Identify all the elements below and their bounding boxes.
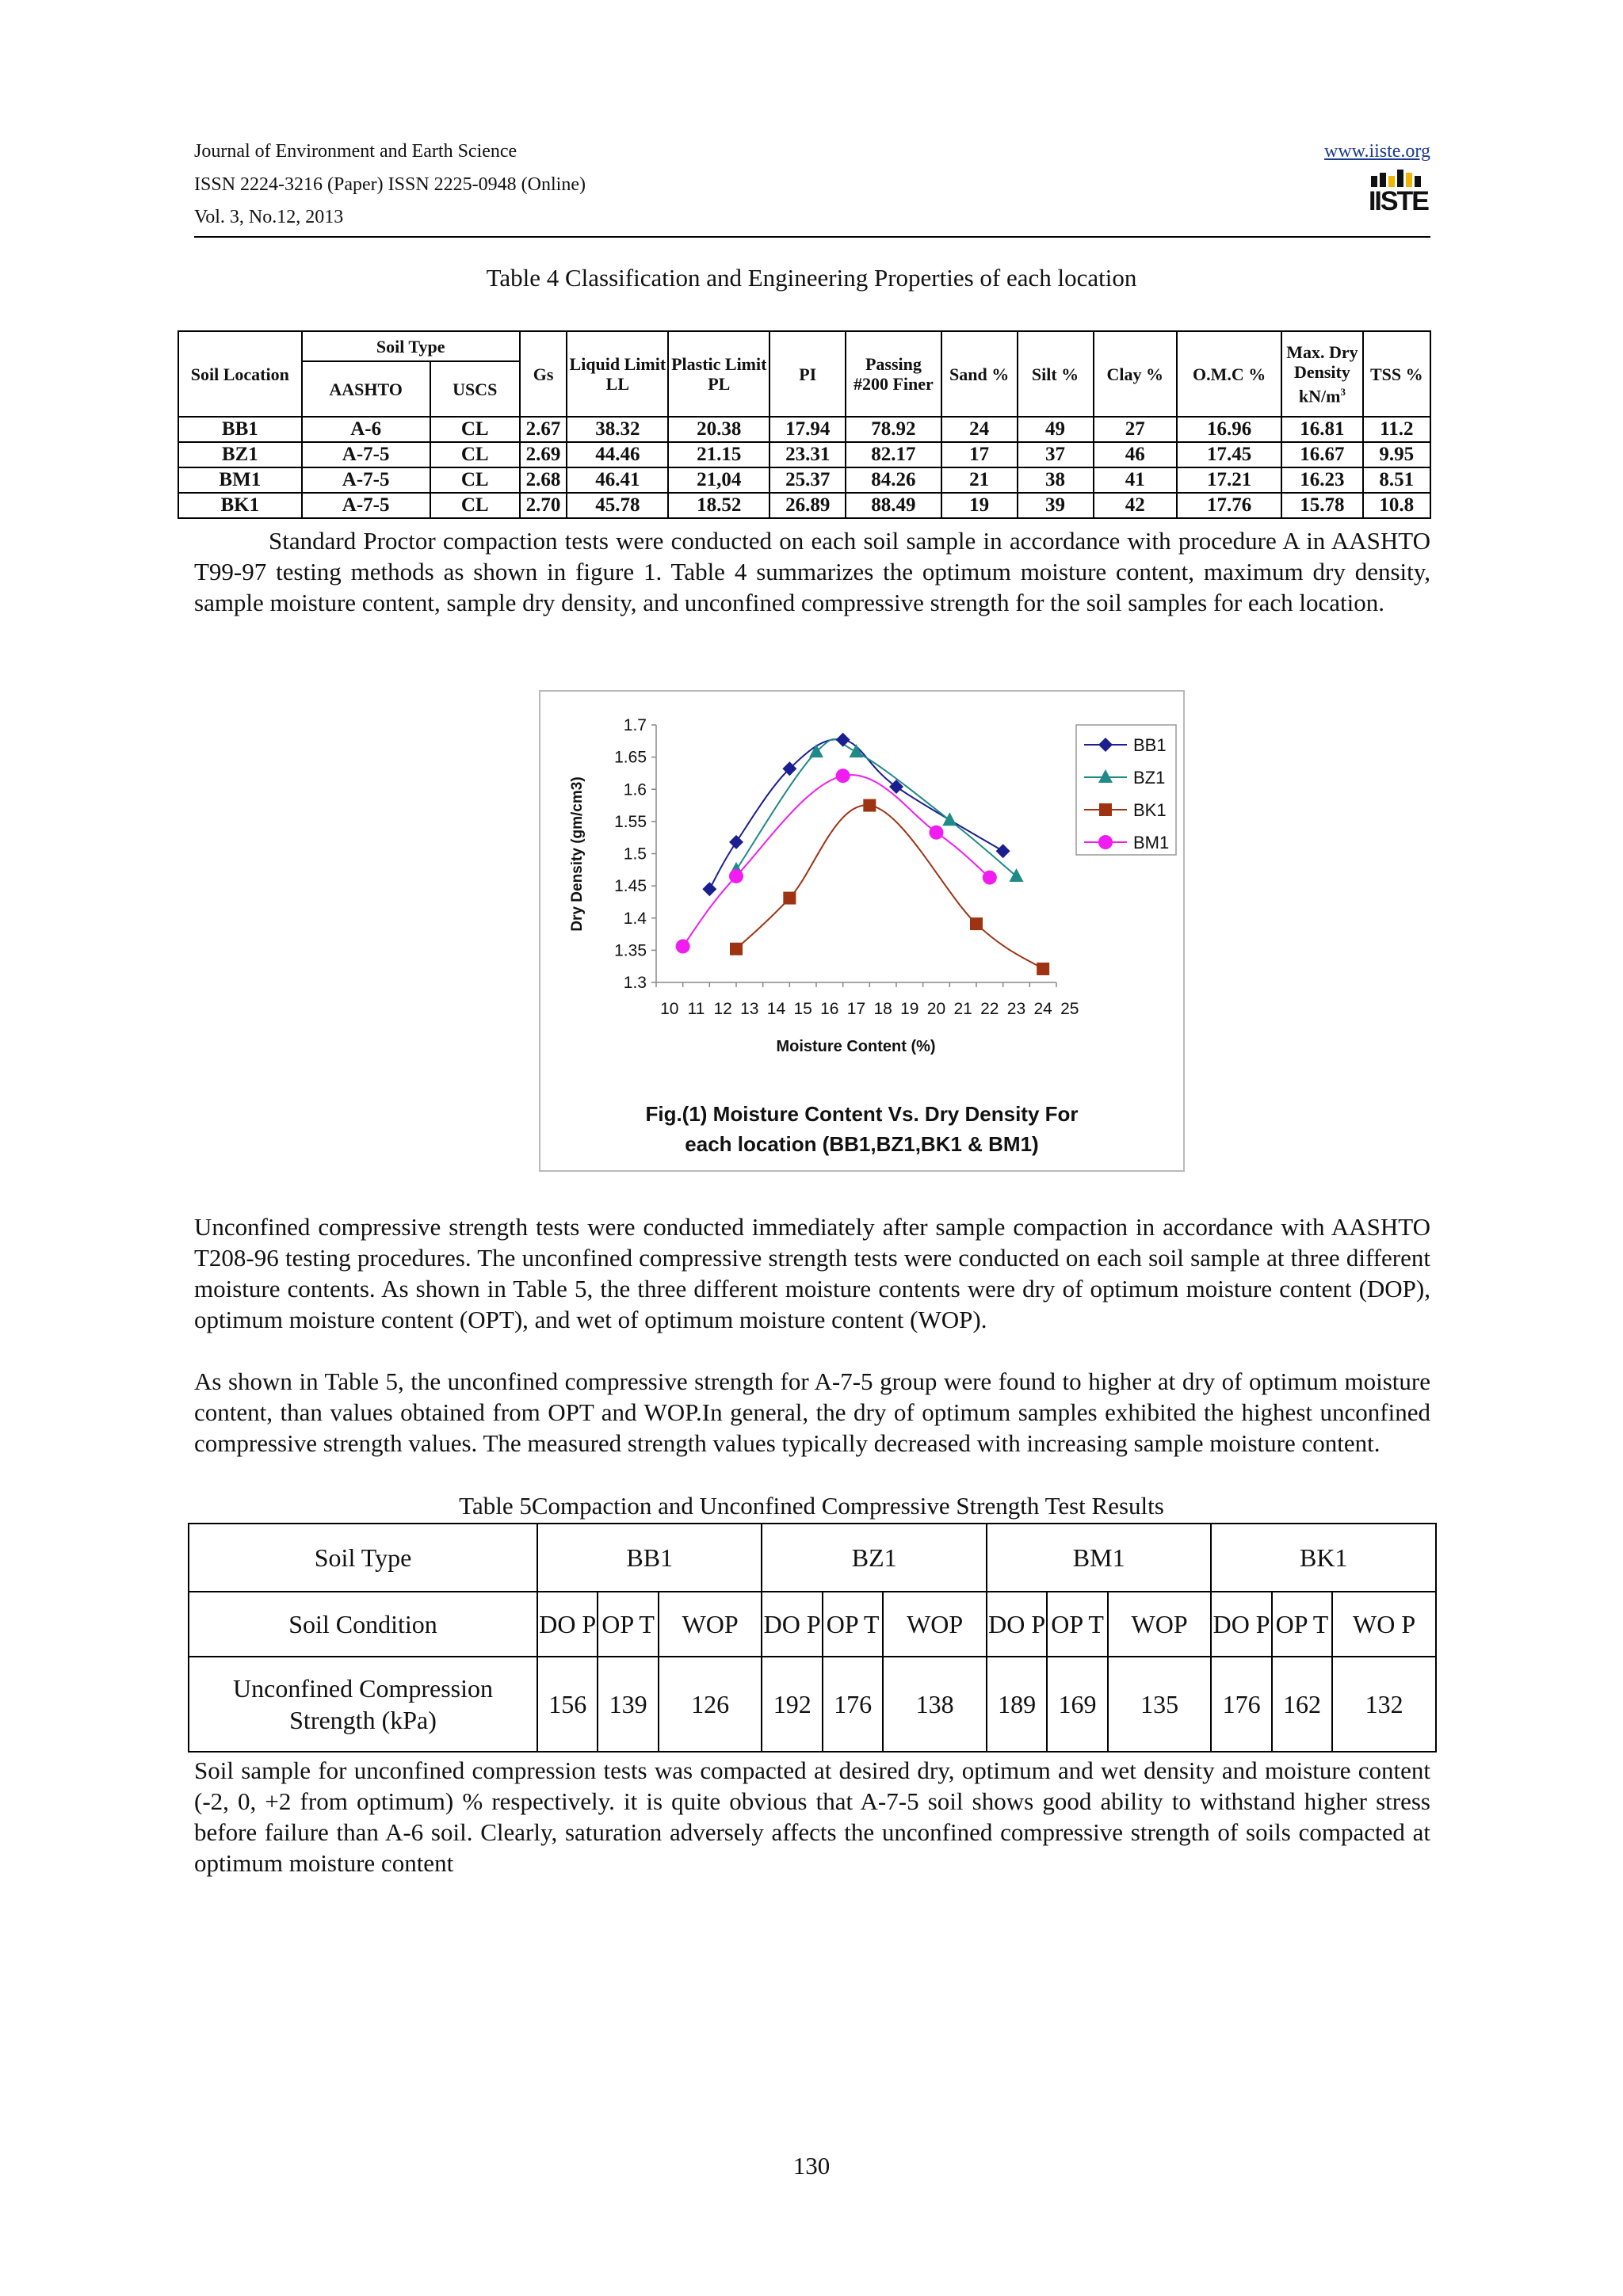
- table5-soil-type-row: [189, 1524, 1436, 1592]
- th-aashto: AASHTO: [302, 361, 430, 417]
- table-cell: 44.46: [567, 442, 668, 467]
- series-line-bb1: [709, 739, 1002, 889]
- chart-legend: [1076, 725, 1176, 855]
- table-cell: 19: [941, 493, 1018, 518]
- table-cell: 38: [1018, 467, 1094, 493]
- y-tick-label: 1.45: [614, 877, 647, 896]
- table-cell: 17.45: [1177, 442, 1281, 467]
- data-point-bz1: [809, 744, 823, 757]
- table-cell: 45.78: [567, 493, 668, 518]
- x-tick-label: 12: [713, 1000, 732, 1018]
- table-cell: 82.17: [846, 442, 941, 467]
- y-tick-label: 1.35: [614, 941, 647, 960]
- table-cell: BB1: [178, 417, 302, 442]
- table-cell: BZ1: [178, 442, 302, 467]
- th-passing: Passing #200 Finer: [846, 331, 941, 417]
- x-tick-label: 16: [820, 1000, 839, 1018]
- table5-caption: Table 5Compaction and Unconfined Compressive Strength Test Results: [459, 1492, 1164, 1520]
- table-row: [178, 442, 1430, 467]
- th-mdd-label: Max. Dry Density: [1286, 341, 1358, 382]
- header-rule: [194, 236, 1430, 238]
- table-cell: CL: [430, 493, 520, 518]
- strength-cell: 132: [1332, 1657, 1436, 1752]
- table-cell: 2.69: [520, 442, 567, 467]
- data-point-bz1: [942, 812, 957, 826]
- series-line-bk1: [736, 805, 1043, 969]
- x-tick-label: 17: [846, 1000, 866, 1018]
- y-axis-label: Dry Density (gm/cm3): [569, 776, 586, 932]
- strength-cell: 139: [598, 1657, 658, 1752]
- table-cell: 11.2: [1363, 417, 1430, 442]
- table-cell: 49: [1018, 417, 1094, 442]
- x-tick-label: 23: [1006, 1000, 1026, 1018]
- page-number: 130: [792, 2152, 831, 2180]
- condition-cell: WOP: [883, 1592, 987, 1657]
- x-tick-label: 14: [766, 1000, 786, 1018]
- th-sand: Sand %: [941, 331, 1018, 417]
- table-cell: 46: [1094, 442, 1178, 467]
- table-cell: 26.89: [769, 493, 846, 518]
- y-ticks: [614, 716, 656, 992]
- data-point-bm1: [729, 869, 743, 883]
- table-cell: A-7-5: [302, 442, 430, 467]
- soil-header-bb1: BB1: [537, 1524, 762, 1592]
- y-tick-label: 1.3: [623, 974, 647, 992]
- table-cell: 16.81: [1281, 417, 1362, 442]
- data-point-bk1: [863, 799, 876, 812]
- table-cell: A-6: [302, 417, 430, 442]
- journal-url-link[interactable]: www.iiste.org: [1324, 141, 1430, 162]
- paragraph-ucs-results: As shown in Table 5, the unconfined compressive strength for A-7-5 group were found to higher at dry of optimum moisture content, than values obtained from OPT and WOP.In general, the dry of optimum samples exhibited the highest unconfined compressive strength values. The measured strength values typically decreased with increasing sample moisture content.: [194, 1367, 1430, 1457]
- th-tss: TSS %: [1363, 331, 1430, 417]
- y-tick-label: 1.4: [623, 909, 647, 928]
- data-point-bb1: [836, 733, 850, 747]
- table-cell: 2.70: [520, 493, 567, 518]
- strength-cell: 176: [1211, 1657, 1271, 1752]
- logo-text: IISTE: [1368, 186, 1428, 216]
- figure1-caption-line2: each location (BB1,BZ1,BK1 & BM1): [685, 1132, 1039, 1156]
- table-cell: BK1: [178, 493, 302, 518]
- table-cell: 18.52: [668, 493, 769, 518]
- table-cell: 78.92: [846, 417, 941, 442]
- table5-condition-row: [189, 1592, 1436, 1657]
- figure1-caption: [540, 1099, 1183, 1159]
- table-row: [178, 493, 1430, 518]
- table-cell: 88.49: [846, 493, 941, 518]
- condition-cell: DO P: [1211, 1592, 1271, 1657]
- th-soil-type: Soil Type: [302, 331, 520, 361]
- volume-line: Vol. 3, No.12, 2013: [194, 207, 344, 227]
- condition-cell: WOP: [1108, 1592, 1212, 1657]
- condition-cell: WO P: [1332, 1592, 1436, 1657]
- x-tick-label: 25: [1060, 1000, 1079, 1018]
- th-pi: PI: [769, 331, 846, 417]
- issn-line: ISSN 2224-3216 (Paper) ISSN 2225-0948 (Online): [194, 174, 586, 195]
- series-line-bm1: [683, 775, 990, 946]
- x-tick-label: 22: [980, 1000, 999, 1018]
- table-cell: 10.8: [1363, 493, 1430, 518]
- data-point-bm1: [983, 871, 997, 885]
- data-point-bk1: [1037, 963, 1049, 975]
- data-point-bz1: [1010, 868, 1024, 882]
- paragraph-proctor: Standard Proctor compaction tests were conducted on each soil sample in accordance with procedure A in AASHTO T99-97 testing methods as shown in figure 1. Table 4 summarizes the optimum moisture content, maximum dry density, sample moisture content, sample dry density, and unconfined compressive strength for the soil samples for each location.: [194, 527, 1430, 616]
- table4-caption: Table 4 Classification and Engineering Properties of each location: [486, 264, 1137, 292]
- table-cell: 15.78: [1281, 493, 1362, 518]
- data-point-bk1: [730, 943, 743, 955]
- table-cell: 9.95: [1363, 442, 1430, 467]
- x-tick-label: 11: [687, 1000, 705, 1018]
- strength-cell: 176: [823, 1657, 883, 1752]
- table-cell: 42: [1094, 493, 1178, 518]
- table-cell: 17.21: [1177, 467, 1281, 493]
- table-cell: 27: [1094, 417, 1178, 442]
- data-point-bb1: [702, 882, 716, 896]
- figure1-caption-line1: Fig.(1) Moisture Content Vs. Dry Density For: [645, 1102, 1079, 1126]
- th-liquid-limit: Liquid Limit LL: [567, 331, 668, 417]
- x-tick-label: 24: [1033, 1000, 1052, 1018]
- x-ticks: [656, 982, 1079, 1018]
- x-tick-label: 20: [926, 1000, 946, 1018]
- table4: [178, 330, 1431, 519]
- chart-axes: [656, 725, 1056, 982]
- data-point-bb1: [729, 835, 743, 849]
- table-cell: 16.23: [1281, 467, 1362, 493]
- table-cell: 84.26: [846, 467, 941, 493]
- paragraph-conclusion: Soil sample for unconfined compression tests was compacted at desired dry, optimum and wet density and moisture content (-2, 0, +2 from optimum) % respectively. it is quite obvious that A-7-5 soil shows good ability to withstand higher stress before failure than A-6 soil. Clearly, saturation adversely affects the unconfined compressive strength of soils compacted at optimum moisture content: [194, 1756, 1430, 1877]
- table-cell: 2.68: [520, 467, 567, 493]
- data-point-bb1: [996, 844, 1010, 858]
- th-max-dry-density: [1281, 331, 1362, 417]
- data-point-bk1: [783, 892, 796, 905]
- table-cell: 46.41: [567, 467, 668, 493]
- table-cell: CL: [430, 442, 520, 467]
- table-cell: 25.37: [769, 467, 846, 493]
- x-tick-label: 19: [900, 1000, 919, 1018]
- table-cell: 8.51: [1363, 467, 1430, 493]
- data-point-bk1: [970, 917, 983, 930]
- table-cell: BM1: [178, 467, 302, 493]
- table-cell: 17.94: [769, 417, 846, 442]
- strength-label: Unconfined Compression Strength (kPa): [189, 1657, 537, 1752]
- table5: [188, 1523, 1437, 1753]
- condition-cell: OP T: [823, 1592, 883, 1657]
- x-tick-label: 15: [793, 1000, 812, 1018]
- table-row: [178, 467, 1430, 493]
- iiste-logo: [1365, 170, 1428, 215]
- table-cell: 21,04: [668, 467, 769, 493]
- x-tick-label: 21: [953, 1000, 972, 1018]
- condition-cell: OP T: [1047, 1592, 1107, 1657]
- th-soil-location: Soil Location: [178, 331, 302, 417]
- strength-cell: 126: [659, 1657, 762, 1752]
- condition-cell: DO P: [537, 1592, 598, 1657]
- table-cell: 41: [1094, 467, 1178, 493]
- th-mdd-sup: 3: [1340, 385, 1346, 398]
- th-mdd-unit: kN/m: [1298, 386, 1341, 406]
- table-cell: 21.15: [668, 442, 769, 467]
- condition-cell: DO P: [762, 1592, 822, 1657]
- journal-name: Journal of Environment and Earth Science: [194, 141, 517, 162]
- th-gs: Gs: [520, 331, 567, 417]
- x-tick-label: 13: [740, 1000, 759, 1018]
- table-cell: 21: [941, 467, 1018, 493]
- y-tick-label: 1.55: [614, 812, 647, 831]
- th-plastic-limit: Plastic Limit PL: [668, 331, 769, 417]
- table-cell: A-7-5: [302, 493, 430, 518]
- soil-header-bk1: BK1: [1211, 1524, 1436, 1592]
- th-clay: Clay %: [1094, 331, 1178, 417]
- x-axis-label: Moisture Content (%): [776, 1038, 936, 1055]
- condition-cell: DO P: [987, 1592, 1047, 1657]
- strength-cell: 162: [1272, 1657, 1332, 1752]
- soil-header-bm1: BM1: [987, 1524, 1211, 1592]
- strength-cell: 169: [1047, 1657, 1107, 1752]
- logo-bars-icon: [1371, 170, 1428, 187]
- strength-cell: 138: [883, 1657, 987, 1752]
- data-point-bm1: [836, 769, 850, 783]
- soil-condition-label: Soil Condition: [189, 1592, 537, 1657]
- y-tick-label: 1.5: [623, 845, 647, 864]
- table-cell: CL: [430, 467, 520, 493]
- table-cell: 39: [1018, 493, 1094, 518]
- dry-density-chart: [540, 692, 1183, 1055]
- paragraph-ucs-tests: Unconfined compressive strength tests were conducted immediately after sample compaction in accordance with AASHTO T208-96 testing procedures. The unconfined compressive strength tests were conducted on each soil sample at three different moisture contents. As shown in Table 5, the three different moisture contents were dry of optimum moisture content (DOP), optimum moisture content (OPT), and wet of optimum moisture content (WOP).: [194, 1213, 1430, 1333]
- table5-strength-row: [189, 1657, 1436, 1752]
- table-cell: 24: [941, 417, 1018, 442]
- table-cell: 38.32: [567, 417, 668, 442]
- table-cell: 17.76: [1177, 493, 1281, 518]
- y-tick-label: 1.7: [623, 716, 647, 734]
- legend-marker-bm1: [1098, 835, 1113, 849]
- table-cell: 17: [941, 442, 1018, 467]
- legend-label-bb1: BB1: [1133, 735, 1167, 755]
- strength-cell: 135: [1108, 1657, 1212, 1752]
- strength-cell: 156: [537, 1657, 598, 1752]
- legend-label-bm1: BM1: [1133, 833, 1170, 852]
- table-cell: 20.38: [668, 417, 769, 442]
- table-cell: 23.31: [769, 442, 846, 467]
- th-silt: Silt %: [1018, 331, 1094, 417]
- table-cell: A-7-5: [302, 467, 430, 493]
- table-cell: CL: [430, 417, 520, 442]
- table-cell: 2.67: [520, 417, 567, 442]
- legend-marker-bk1: [1099, 803, 1112, 816]
- soil-header-bz1: BZ1: [762, 1524, 986, 1592]
- table-cell: 37: [1018, 442, 1094, 467]
- x-tick-label: 10: [660, 1000, 679, 1018]
- condition-cell: OP T: [1272, 1592, 1332, 1657]
- condition-cell: WOP: [659, 1592, 762, 1657]
- data-point-bm1: [676, 940, 690, 954]
- table-cell: 16.96: [1177, 417, 1281, 442]
- legend-label-bz1: BZ1: [1133, 768, 1166, 788]
- strength-cell: 189: [987, 1657, 1047, 1752]
- y-tick-label: 1.6: [623, 780, 647, 799]
- strength-cell: 192: [762, 1657, 822, 1752]
- condition-cell: OP T: [598, 1592, 658, 1657]
- th-uscs: USCS: [430, 361, 520, 417]
- y-tick-label: 1.65: [614, 748, 647, 767]
- legend-label-bk1: BK1: [1133, 800, 1167, 820]
- soil-type-label: Soil Type: [189, 1524, 537, 1592]
- data-point-bm1: [930, 826, 944, 840]
- table-cell: 16.67: [1281, 442, 1362, 467]
- th-omc: O.M.C %: [1177, 331, 1281, 417]
- series-lines: [683, 739, 1044, 969]
- table-row: [178, 417, 1430, 442]
- x-tick-label: 18: [873, 1000, 892, 1018]
- figure1-box: [539, 690, 1185, 1172]
